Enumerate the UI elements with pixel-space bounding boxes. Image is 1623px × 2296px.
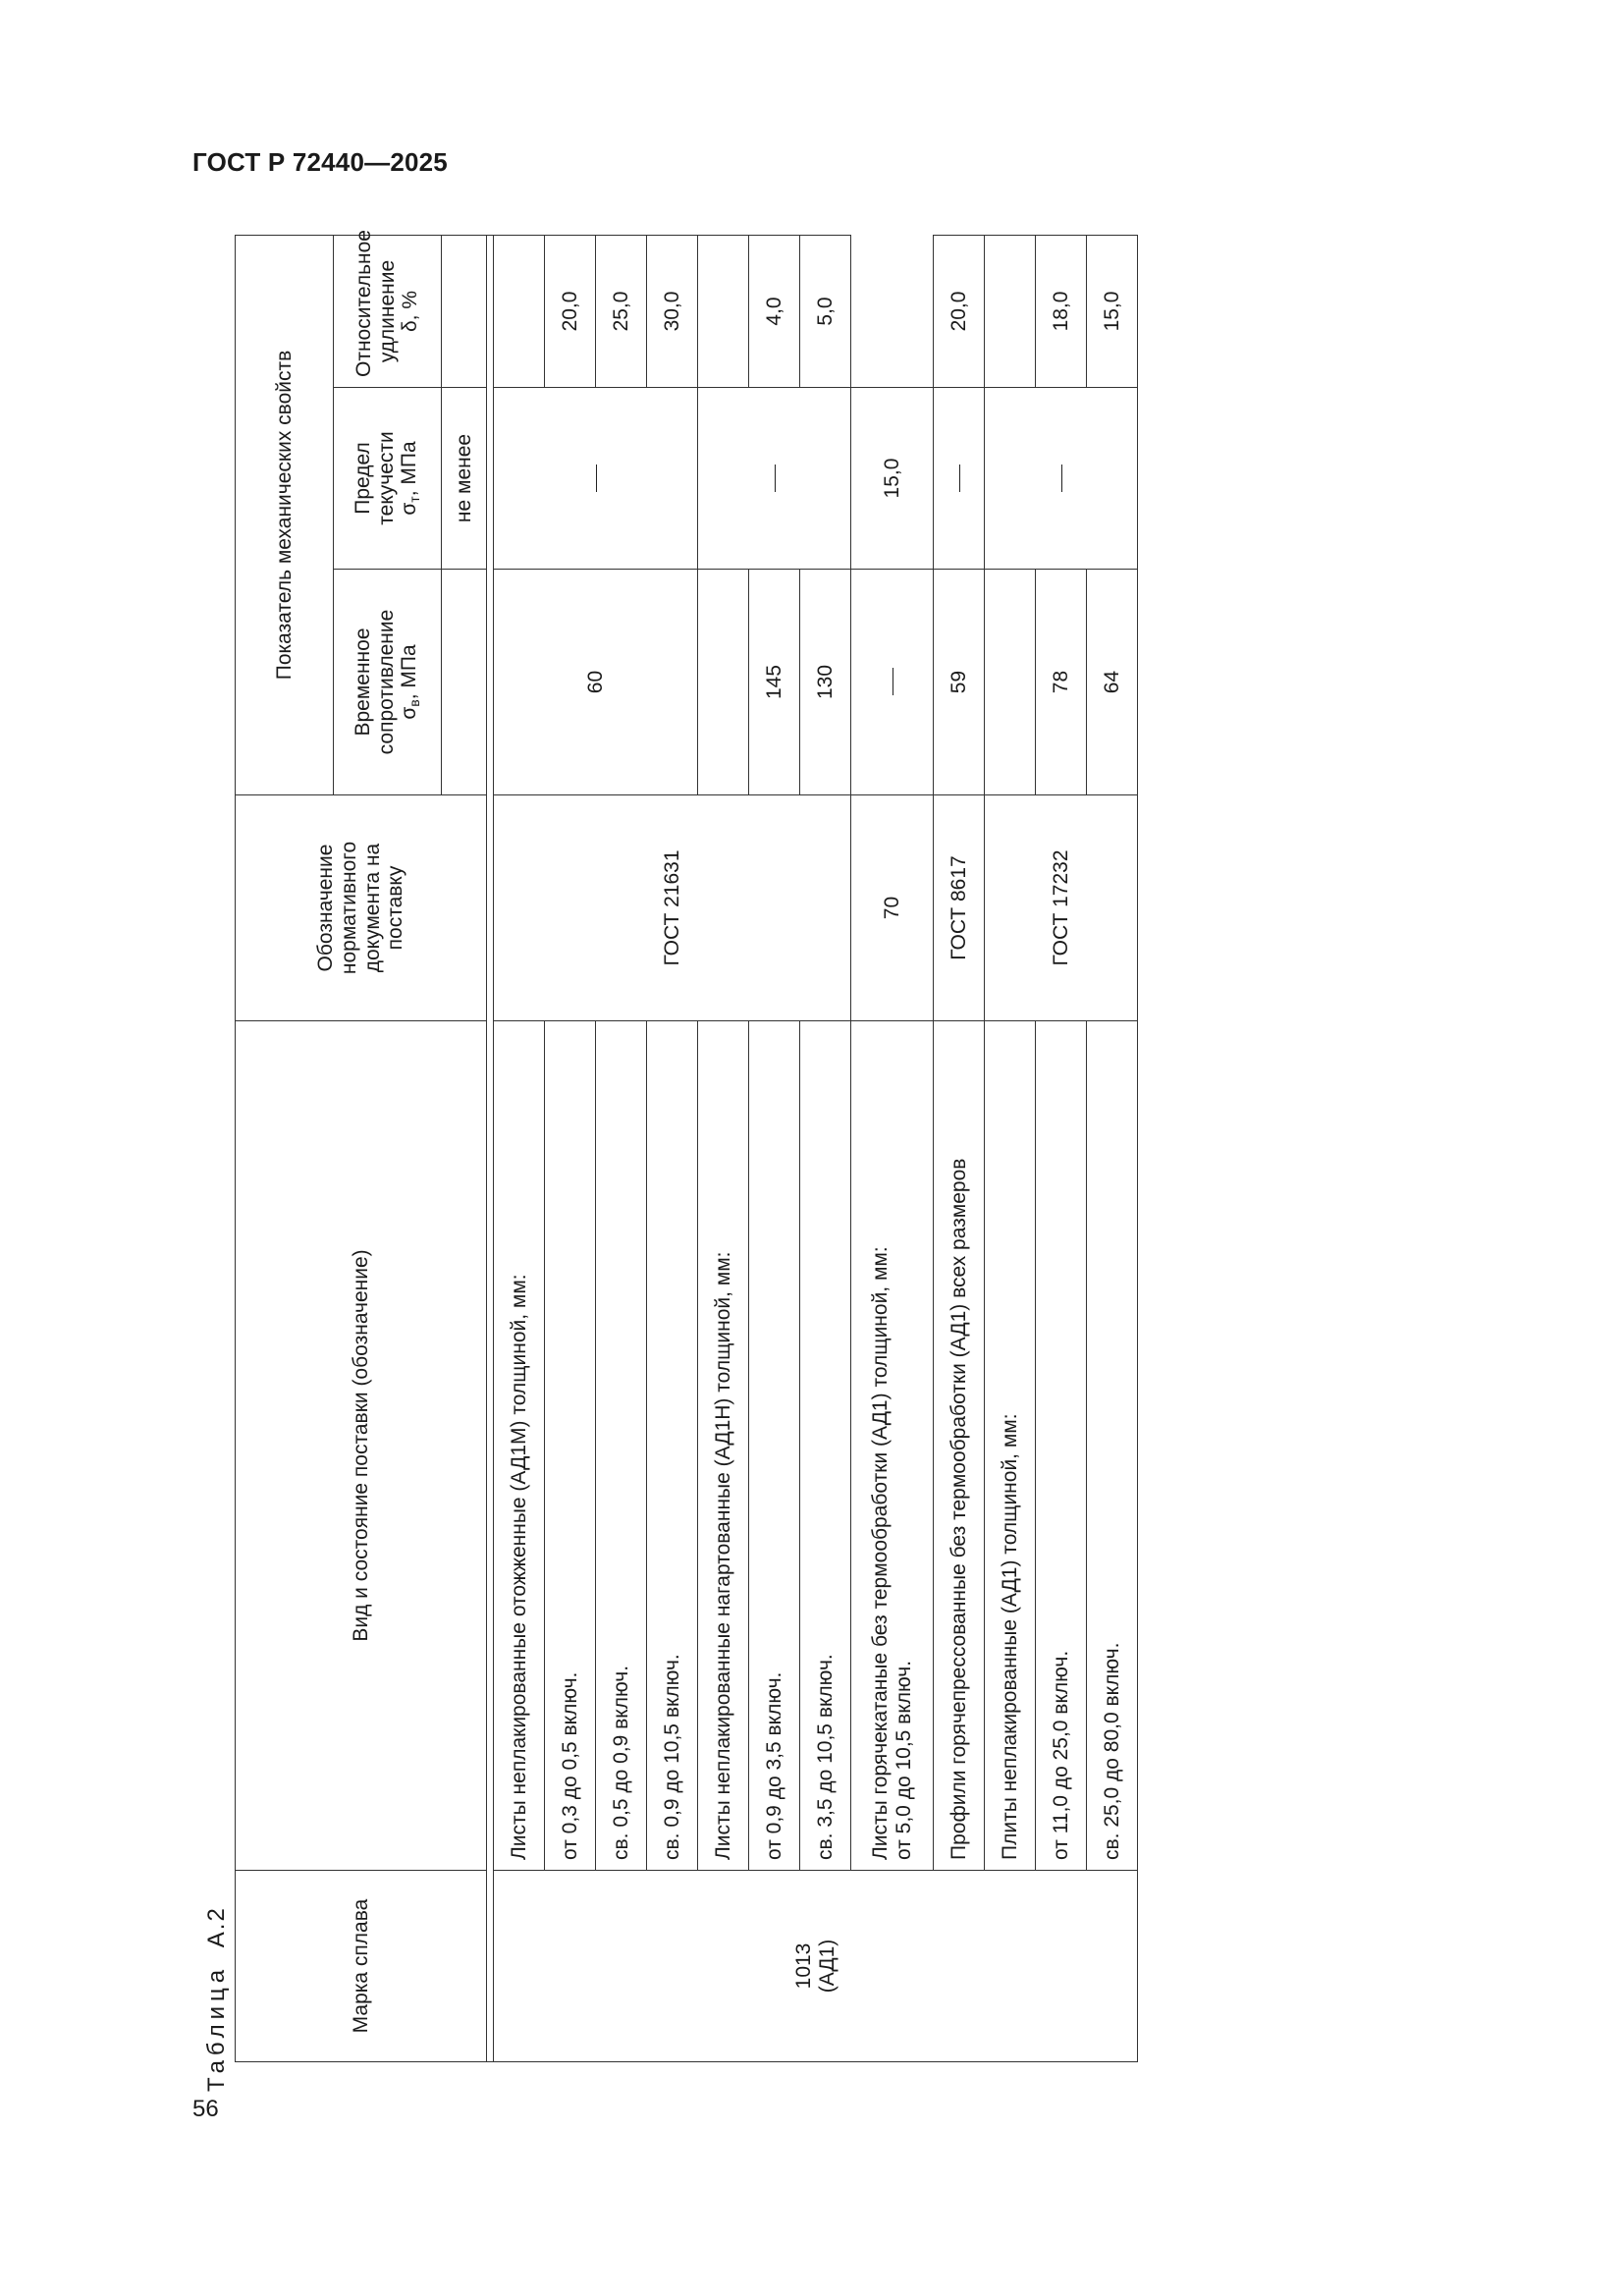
yield-cell bbox=[985, 388, 1138, 570]
elong-cell: 30,0 bbox=[647, 235, 698, 387]
tensile-cell: 60 bbox=[494, 570, 698, 795]
elong-cell: 15,0 bbox=[1087, 235, 1138, 387]
row-kind: от 11,0 до 25,0 включ. bbox=[1036, 1021, 1087, 1871]
header-kind: Вид и состояние поставки (обозначение) bbox=[236, 1021, 487, 1871]
header-grade: Марка сплава bbox=[236, 1871, 487, 2062]
table-caption bbox=[197, 1906, 237, 2092]
row-kind: Листы горячекатаные без термообработки (АД1) толщиной, мм: от 5,0 до 10,5 включ. bbox=[851, 1021, 934, 1871]
header-separator bbox=[487, 235, 494, 2061]
header-not-less: не менее bbox=[442, 388, 487, 570]
tensile-cell: 145 bbox=[749, 570, 800, 795]
elong-cell: 4,0 bbox=[749, 235, 800, 387]
yield-cell bbox=[851, 570, 934, 795]
row-kind: св. 0,5 до 0,9 включ. bbox=[596, 1021, 647, 1871]
tensile-cell: 78 bbox=[1036, 570, 1087, 795]
table-row bbox=[494, 235, 545, 2061]
table-row bbox=[934, 235, 985, 2061]
elong-cell bbox=[698, 235, 749, 387]
elong-cell: 20,0 bbox=[545, 235, 596, 387]
elong-cell: 20,0 bbox=[934, 235, 985, 387]
elong-cell bbox=[985, 235, 1036, 387]
tensile-cell: 70 bbox=[851, 795, 934, 1021]
header-mech-properties: Показатель механических свойств bbox=[236, 235, 334, 794]
tensile-cell bbox=[698, 570, 749, 795]
table-row bbox=[985, 235, 1036, 2061]
rotated-table-container bbox=[192, 230, 1123, 2102]
elong-cell: 25,0 bbox=[596, 235, 647, 387]
row-kind: св. 3,5 до 10,5 включ. bbox=[800, 1021, 851, 1871]
row-kind: Листы неплакированные отожженные (АД1М) толщиной, мм: bbox=[494, 1021, 545, 1871]
tensile-cell: 64 bbox=[1087, 570, 1138, 795]
document-header: ГОСТ Р 72440—2025 bbox=[192, 147, 448, 177]
elong-cell: 15,0 bbox=[851, 388, 934, 570]
header-not-less-blank bbox=[442, 235, 487, 387]
row-kind: св. 25,0 до 80,0 включ. bbox=[1087, 1021, 1138, 1871]
header-norm-doc: Обозначение нормативного документа на поставку bbox=[236, 795, 487, 1021]
norm-doc-cell: ГОСТ 8617 bbox=[934, 795, 985, 1021]
tensile-cell: 130 bbox=[800, 570, 851, 795]
grade-cell: 1013 (АД1) bbox=[494, 1871, 1138, 2062]
norm-doc-cell: ГОСТ 21631 bbox=[494, 795, 851, 1021]
tensile-cell bbox=[985, 570, 1036, 795]
table-row bbox=[851, 235, 934, 2061]
table-caption-number: А.2 bbox=[203, 1906, 230, 1948]
header-elongation: Относительное удлинение δ, % bbox=[334, 235, 442, 387]
header-not-less-blank bbox=[442, 570, 487, 795]
yield-cell bbox=[698, 388, 851, 570]
row-kind: Плиты неплакированные (АД1) толщиной, мм: bbox=[985, 1021, 1036, 1871]
table-row bbox=[698, 235, 749, 2061]
elong-cell: 5,0 bbox=[800, 235, 851, 387]
row-kind: Листы неплакированные нагартованные (АД1Н) толщиной, мм: bbox=[698, 1021, 749, 1871]
header-tensile-strength: Временное сопротивление σв, МПа bbox=[334, 570, 442, 795]
row-kind: от 0,3 до 0,5 включ. bbox=[545, 1021, 596, 1871]
norm-doc-cell: ГОСТ 17232 bbox=[985, 795, 1138, 1021]
table-caption-word: Таблица bbox=[203, 1964, 230, 2092]
row-kind: от 0,9 до 3,5 включ. bbox=[749, 1021, 800, 1871]
row-kind: св. 0,9 до 10,5 включ. bbox=[647, 1021, 698, 1871]
yield-cell bbox=[494, 388, 698, 570]
row-kind: Профили горячепрессованные без термообработки (АД1) всех размеров bbox=[934, 1021, 985, 1871]
elong-cell bbox=[494, 235, 545, 387]
mechanical-properties-table bbox=[235, 230, 1138, 2062]
page-number: 56 bbox=[192, 2096, 219, 2122]
yield-cell bbox=[934, 388, 985, 570]
tensile-cell: 59 bbox=[934, 570, 985, 795]
table-header-row bbox=[236, 235, 334, 2061]
elong-cell: 18,0 bbox=[1036, 235, 1087, 387]
header-yield-strength: Предел текучести σт, МПа bbox=[334, 388, 442, 570]
